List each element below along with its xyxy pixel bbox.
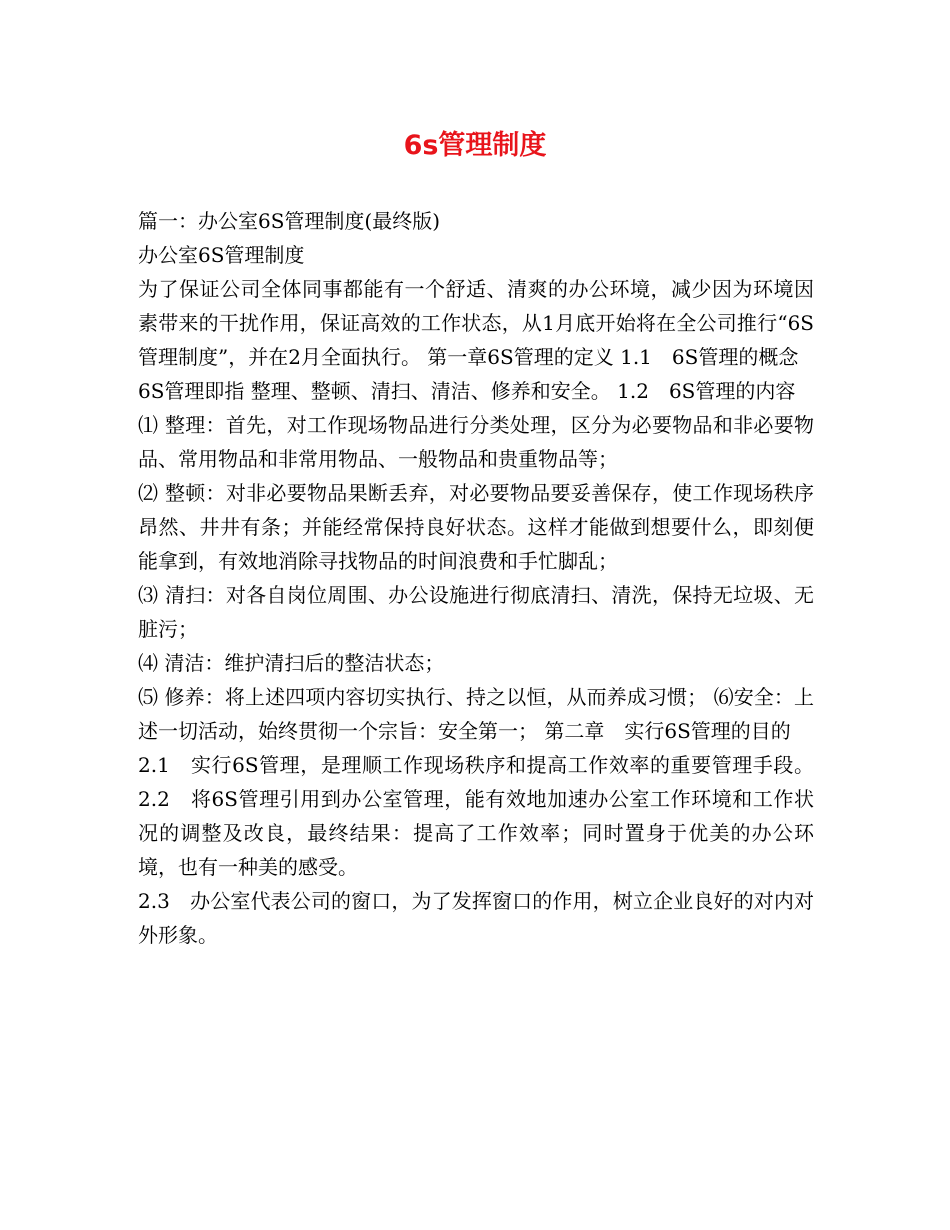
paragraph: ⑶ 清扫：对各自岗位周围、办公设施进行彻底清扫、清洗，保持无垃圾、无脏污； bbox=[138, 583, 814, 641]
document-body bbox=[138, 204, 814, 952]
document-title: 6s管理制度 bbox=[403, 130, 547, 161]
paragraph: 为了保证公司全体同事都能有一个舒适、清爽的办公环境，减少因为环境因素带来的干扰作用，保证高效的工作状态，从1月底开始将在全公司推行“6S管理制度”，并在2月全面执行。 第一章6S管理的定义 1.1 6S管理的概念 bbox=[138, 277, 814, 369]
paragraph: 6S管理即指 整理、整顿、清扫、清洁、修养和安全。 1.2 6S管理的内容 bbox=[138, 379, 796, 403]
paragraph: 篇一：办公室6S管理制度(最终版) bbox=[138, 209, 441, 233]
paragraph: ⑵ 整顿：对非必要物品果断丢弃，对必要物品要妥善保存，使工作现场秩序昂然、井井有条；并能经常保持良好状态。这样才能做到想要什么，即刻便能拿到，有效地消除寻找物品的时间浪费和手忙脚乱； bbox=[138, 481, 814, 573]
paragraph: ⑷ 清洁：维护清扫后的整洁状态； bbox=[138, 651, 445, 675]
paragraph: 2.3 办公室代表公司的窗口，为了发挥窗口的作用，树立企业良好的对内对外形象。 bbox=[138, 889, 814, 947]
paragraph: ⑸ 修养：将上述四项内容切实执行、持之以恒，从而养成习惯； ⑹安全：上述一切活动，始终贯彻一个宗旨：安全第一； 第二章 实行6S管理的目的 bbox=[138, 685, 814, 743]
paragraph: 2.1 实行6S管理，是理顺工作现场秩序和提高工作效率的重要管理手段。 2.2 将6S管理引用到办公室管理，能有效地加速办公室工作环境和工作状况的调整及改良，最终结果：提高了工作效率；同时置身于优美的办公环境，也有一种美的感受。 bbox=[138, 753, 814, 879]
paragraph: ⑴ 整理：首先，对工作现场物品进行分类处理，区分为必要物品和非必要物品、常用物品和非常用物品、一般物品和贵重物品等； bbox=[138, 413, 814, 471]
paragraph: 办公室6S管理制度 bbox=[138, 243, 305, 267]
